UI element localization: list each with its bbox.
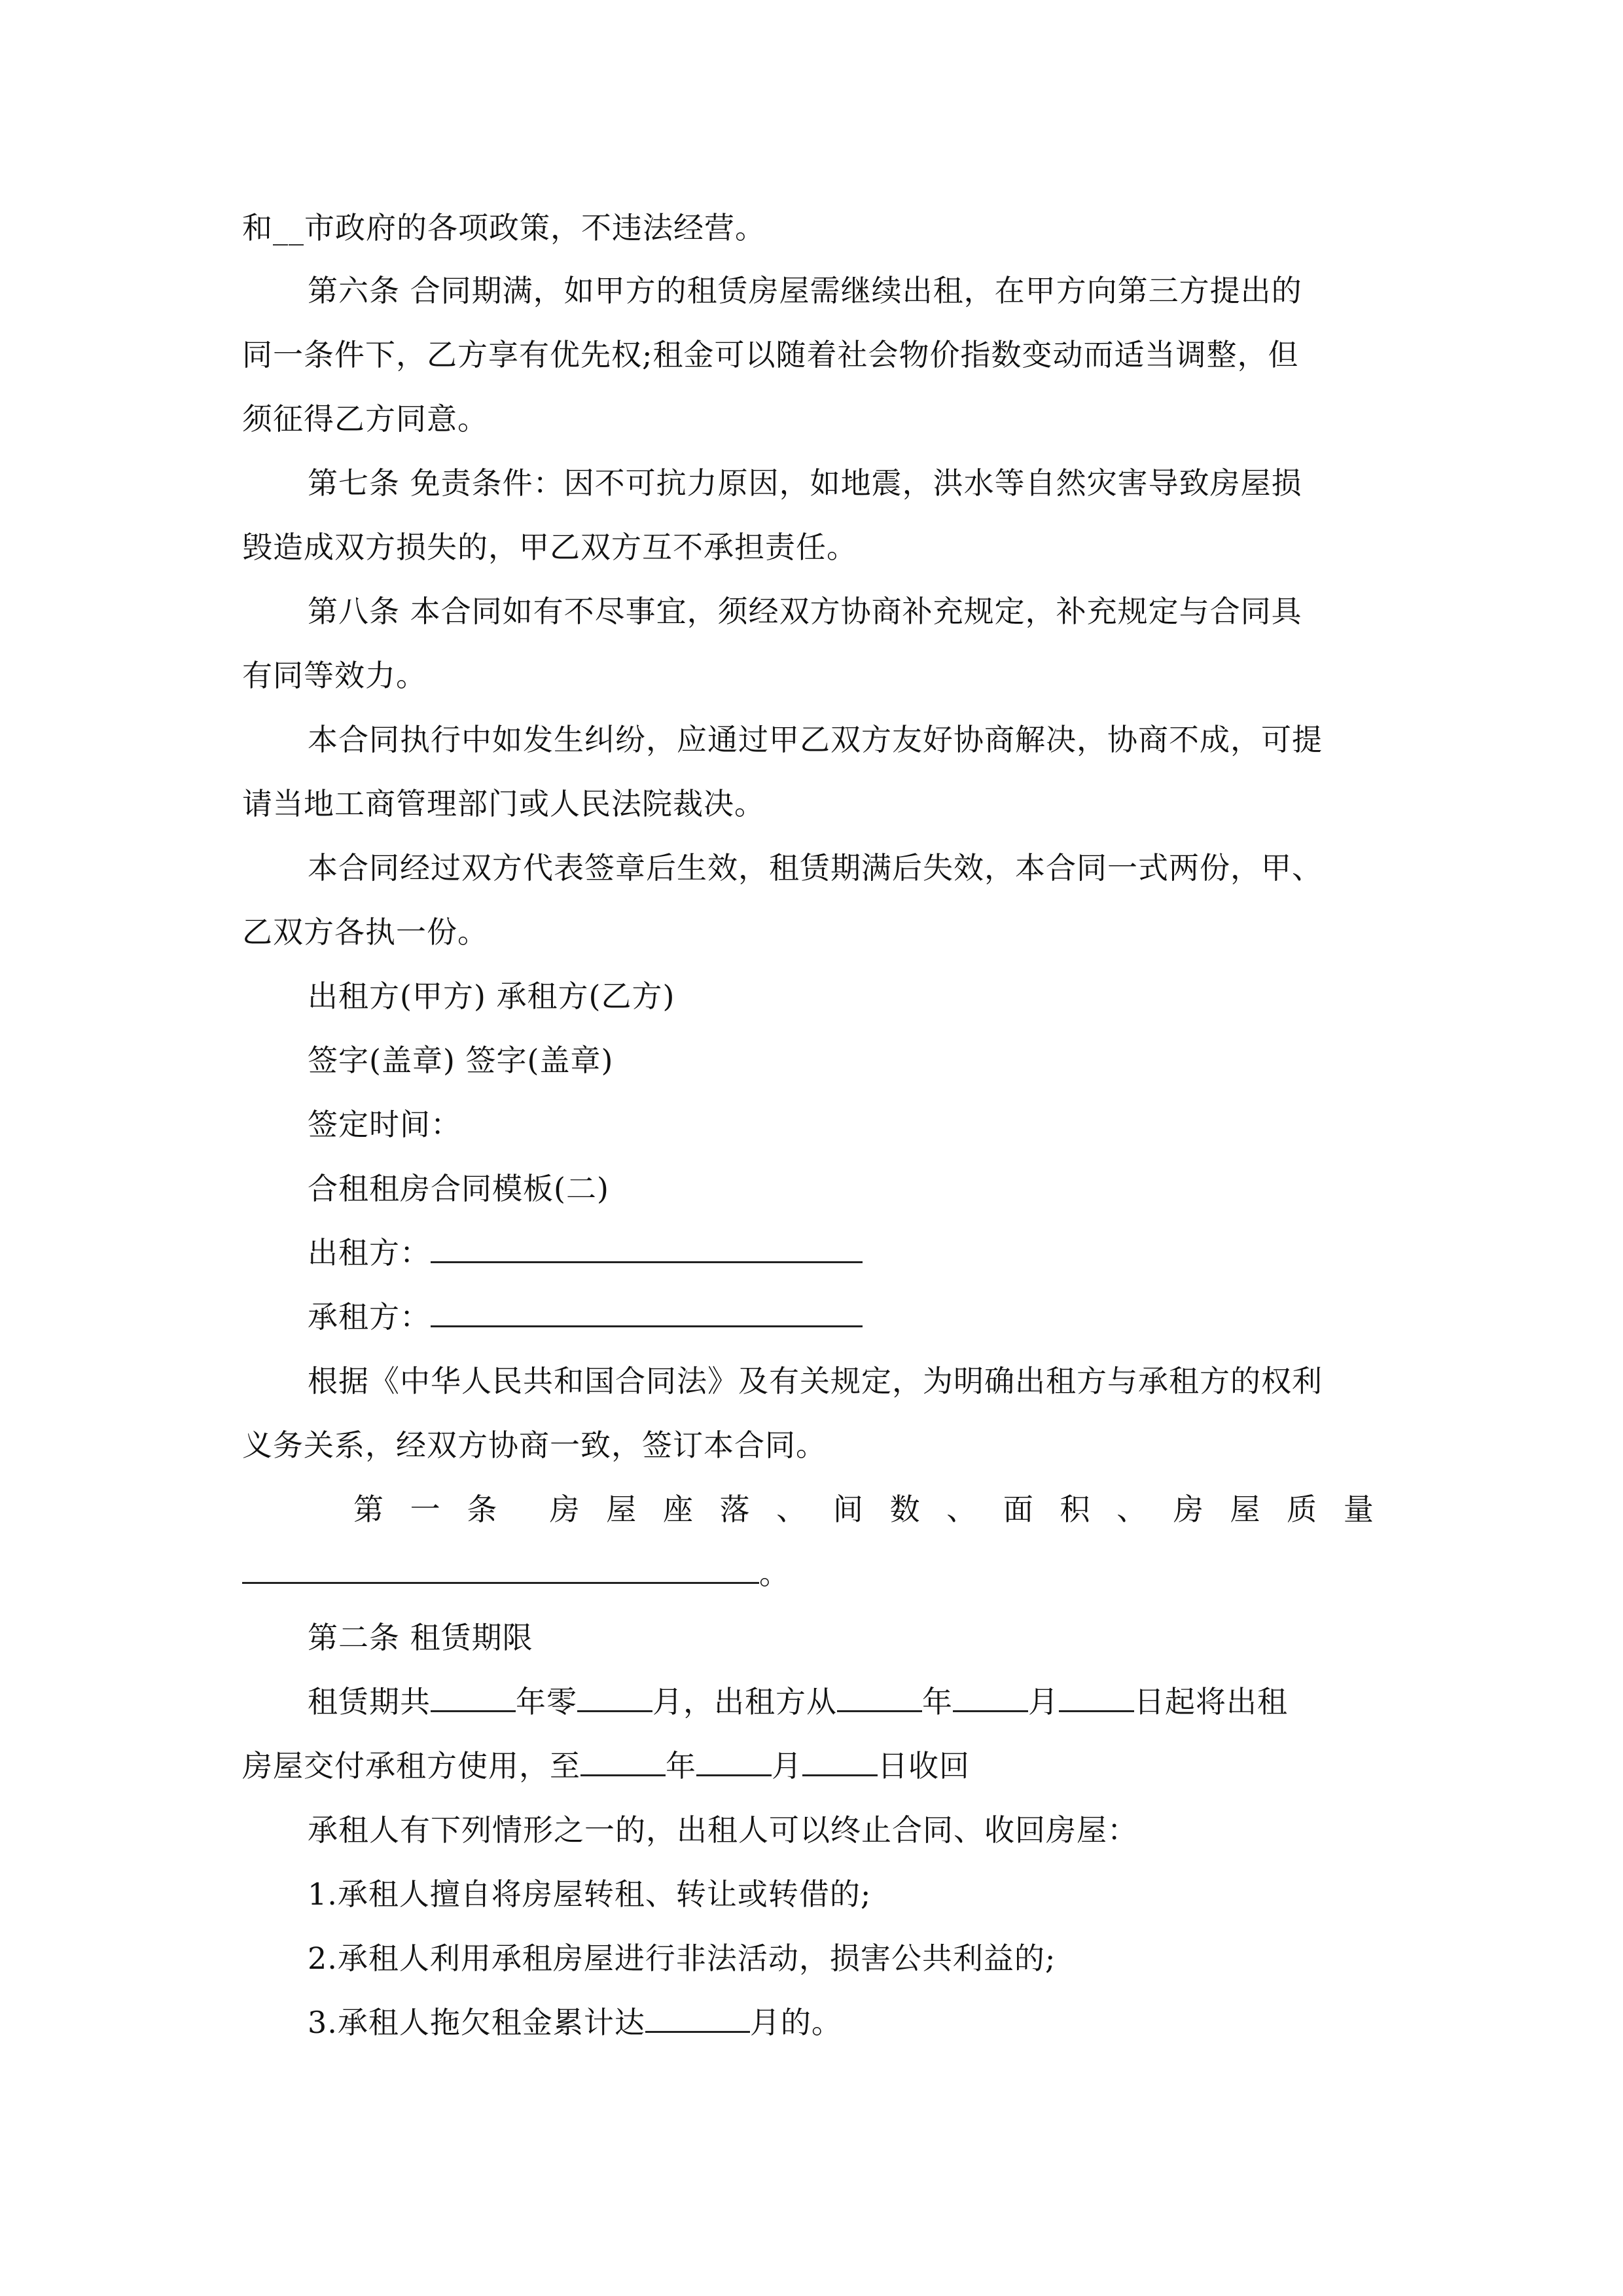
lessor-field [308, 1233, 1446, 1272]
article-1-char: 第 [353, 1492, 384, 1527]
paragraph-line: 须征得乙方同意。 [242, 401, 488, 437]
article-1-char: 面 [1003, 1492, 1034, 1527]
term-blank [1059, 1684, 1134, 1712]
lessee-blank [431, 1299, 863, 1327]
basis-line: 根据《中华人民共和国合同法》及有关规定，为明确出租方与承租方的权利 [308, 1363, 1323, 1399]
dispute-line: 本合同执行中如发生纠纷，应通过甲乙双方友好协商解决，协商不成，可提 [308, 722, 1323, 757]
article-1-char: 房 [1173, 1492, 1204, 1527]
lessee-label: 承租方： [308, 1299, 431, 1335]
paragraph-line: 有同等效力。 [242, 658, 427, 693]
paragraph-line: 义务关系，经双方协商一致，签订本合同。 [242, 1427, 827, 1463]
term-text: 年零 [516, 1684, 577, 1719]
item-3-blank [645, 2005, 750, 2033]
term-text: 租赁期共 [308, 1684, 431, 1719]
term-blank [953, 1684, 1028, 1712]
term-blank [802, 1748, 878, 1776]
term-line [308, 1682, 1446, 1721]
article-1-char: 屋 [1230, 1492, 1261, 1527]
paragraph-line: 和__市政府的各项政策，不违法经营。 [242, 210, 766, 245]
article-1-char: 间 [832, 1492, 864, 1527]
article-1-char: 落 [719, 1492, 751, 1527]
list-item: 1.承租人擅自将房屋转租、转让或转借的; [308, 1876, 872, 1912]
lessor-blank [431, 1235, 863, 1263]
article-7-line: 第七条 免责条件：因不可抗力原因，如地震，洪水等自然灾害导致房屋损 [308, 465, 1302, 501]
term-text: 房屋交付承租方使用，至 [242, 1748, 580, 1784]
article-1-char: 量 [1343, 1492, 1374, 1527]
article-1-end: 。 [759, 1556, 790, 1591]
sign-date-line: 签定时间： [308, 1107, 461, 1142]
term-text: 年 [922, 1684, 953, 1719]
paragraph-line: 同一条件下，乙方享有优先权;租金可以随着社会物价指数变动而适当调整，但 [242, 337, 1299, 372]
article-8-line: 第八条 本合同如有不尽事宜，须经双方协商补充规定，补充规定与合同具 [308, 594, 1302, 629]
article-1-spread [353, 1490, 1374, 1529]
article-1-char: 积 [1060, 1492, 1091, 1527]
article-1-blank-line [242, 1554, 1381, 1593]
term-line-2 [242, 1746, 1381, 1785]
signature-line: 签字(盖章) 签字(盖章) [308, 1043, 614, 1078]
item-3-text: 3.承租人拖欠租金累计达 [308, 2005, 645, 2040]
term-blank [580, 1748, 666, 1776]
article-1-char: 、 [946, 1492, 978, 1527]
article-2-title: 第二条 租赁期限 [308, 1620, 533, 1655]
article-1-char: 、 [776, 1492, 808, 1527]
article-1-char: 一 [410, 1492, 441, 1527]
article-1-line [353, 1490, 1381, 1529]
term-blank [696, 1748, 772, 1776]
term-text: 月 [772, 1748, 802, 1784]
term-blank [837, 1684, 922, 1712]
lessor-label: 出租方： [308, 1235, 431, 1270]
term-blank [431, 1684, 516, 1712]
article-1-char: 房 [549, 1492, 580, 1527]
article-1-char: 、 [1116, 1492, 1148, 1527]
article-1-char: 屋 [606, 1492, 637, 1527]
article-1-blank [242, 1556, 759, 1584]
parties-line: 出租方(甲方) 承租方(乙方) [308, 978, 675, 1014]
paragraph-line: 请当地工商管理部门或人民法院裁决。 [242, 786, 765, 821]
term-text: 年 [666, 1748, 696, 1784]
term-text: 月 [1028, 1684, 1059, 1719]
article-1-char: 座 [662, 1492, 694, 1527]
term-blank [577, 1684, 652, 1712]
term-text: 日收回 [878, 1748, 970, 1784]
article-6-line: 第六条 合同期满，如甲方的租赁房屋需继续出租，在甲方向第三方提出的 [308, 273, 1302, 308]
lessee-field [308, 1297, 1446, 1336]
list-item: 2.承租人利用承租房屋进行非法活动，损害公共利益的; [308, 1941, 1056, 1976]
template-title: 合租租房合同模板(二) [308, 1171, 609, 1206]
paragraph-line: 毁造成双方损失的，甲乙双方互不承担责任。 [242, 529, 857, 565]
article-1-char: 质 [1287, 1492, 1318, 1527]
term-text: 日起将出租 [1134, 1684, 1288, 1719]
item-3-text: 月的。 [749, 2005, 842, 2040]
term-text: 月，出租方从 [652, 1684, 837, 1719]
list-item [308, 2003, 1446, 2042]
termination-intro: 承租人有下列情形之一的，出租人可以终止合同、收回房屋： [308, 1812, 1138, 1848]
effect-line: 本合同经过双方代表签章后生效，租赁期满后失效，本合同一式两份，甲、 [308, 850, 1323, 886]
article-1-char: 条 [467, 1492, 498, 1527]
paragraph-line: 乙双方各执一份。 [242, 914, 488, 950]
article-1-char: 数 [889, 1492, 921, 1527]
